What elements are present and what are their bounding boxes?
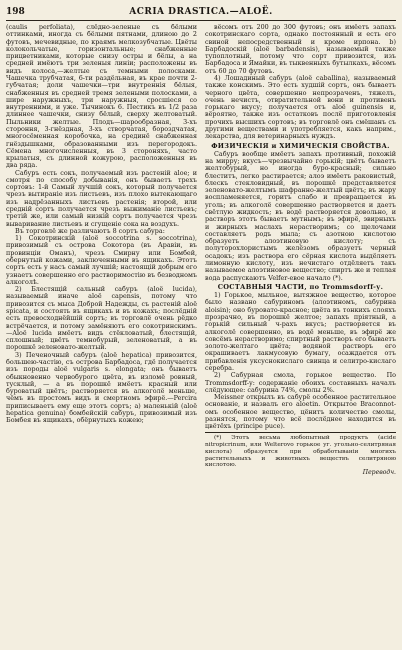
paragraph: 2) Сабурная смола, горькое вещество. По Trommsdorff-у: содержаніе обоихъ составныхъ началъ слёдующее: сабурина 74%, смолы 2%.	[205, 371, 396, 394]
paragraph: Сабуръ есть сокъ, получаемый изъ растеній aloe; и смотря по способу добыванія, онъ бываетъ трехъ сортовъ: 1-й Самый лучшій сокъ, который получается чрезъ вытираніе изъ листьевъ, изъ плохо вытекающаго изъ надрёзанныхъ листьевъ растенія; второй, или средній сортъ получается чрезъ выжиманіе листьевъ; третій же, или самый низкій сортъ получается чрезъ вываривание листьевъ и сгущеніе сока на воздухъ.	[6, 168, 197, 228]
page-number: 198	[6, 7, 25, 17]
paragraph: 1) Горькое, мыльное, вытяжное вещество, которое было названо сабуриномъ (алоэтиномъ, сабурина aloisin); оно буровато-красное; цвёта въ тонкихъ слояхъ прозрачно, въ порошкё желтое; запахъ пріятный, а горькій сильный ч-рахъ вкусъ; растворяется въ алкоголё совершенно, въ водё меньше, въ эфирё же совсёмъ нерастворимо; спиртный растворъ его бываетъ золото-желтаго цвёта; водяной растворъ его окрашиваетъ лакмусовую бумагу, осаждается отъ прибавленія уксуснокислаго свинца и селитро-кислаго серебра.	[205, 291, 396, 372]
paragraph: 4) Лошадиный сабуръ (aloë caballina), называемый также конскимъ. Это есть худшій сортъ, онъ бываетъ черного цвёта, совершенно непрозраченъ, тяжелъ, очень нечистъ, отвратительной вони и противенъ горькаго вкусу; получается отъ aloë guinensis и, вёроятно, также изъ остатковъ послё приготовленія прочихъ высшихъ сортовъ; въ торговлё онъ смёшанъ съ другими веществами и употребляется, какъ наприм., лекарства, для ветеринарныхъ нуждъ.	[205, 73, 396, 141]
running-title: ACRIA DRASTICA.—ALOË.	[129, 7, 273, 17]
paragraph: Въ торговлё же различаютъ 8 сортъ сабура:	[15, 226, 165, 235]
paragraph: вёсомъ отъ 200 до 300 футовъ; онъ имёетъ запахъ сокотринскаго сорта, однако постоянный и есть его свиной непосредственный и кроме ирпона. b) Барбадоскій (aloë barbadensis), называемый также тупоплотный, потому что сорт привозится, изъ Барбадоса и Ямайки, въ тыквенныхъ бутылкахъ, вёсомъ отъ 60 до 70 футовъ.	[205, 24, 396, 75]
section-heading: СОСТАВНЫЯ ЧАСТИ, по Trommsdorff-у.	[217, 282, 384, 291]
footnote-divider	[205, 432, 396, 433]
paragraph: 3) Печеночный сабуръ (aloë hepatica) привозится, большею-частію, съ острова Барбадоса, гдё получается изъ породы aloë vulgaris s. elongata; онъ бываетъ обыкновенно червобурого цвёта, въ изломё ровный, тусклый, — а въ порошкё имёетъ красный или буроватый цвётъ; растворяется въ алкоголё меньше, чёмъ въ простомъ видъ и смертномъ эфирё.—Percira приписываетъ ему еще этотъ сортъ; а) маленькій (aloë hepatica genuina) бомбейскій сабуръ, привозимый изъ Бомбея въ ящикахъ, обёрнутыхъ кожею;	[6, 350, 197, 425]
paragraph: Meissner открылъ въ сабурё особенное растительное основаніе, и назвалъ его aloetin. Открытое Braconnot-омъ особенное вещество, цёнитъ количество смолы, разнятся, потому что всё послёднее находится въ цвётёхъ (principe puce).	[205, 393, 396, 431]
paragraph: 2) Блестящій сальный сабуръ (aloë lucida), называемый иначе aloë capensis, потому что привозится съ мыса Доброй Надежды, съ растеній aloë spicata, и состоять въ ящикахъ и въ кожахъ; послёдній есть превосходнёйшій сортъ; въ торговлё очень рёдко встрёчается, и потому замёняютъ его сокотринскимъ.—Aloë lucida имёетъ видъ стёкловатый, блестящій, сплошный; цвётъ темнобурый, зеленоватый, а въ порошкё зеленовато-желтый.	[6, 285, 197, 352]
section-heading: ФИЗИЧЕСКІЯ и ХИМИЧЕСКІЯ СВОЙСТВА.	[211, 141, 390, 150]
footnote: (*) Этотъ весьма любопытный продуктъ (acide nitropicrinum, или Welterovo горькое уг. угольно-селитряная кислота) образуется при обработываніи многихъ растительныхъ и животныхъ веществъ селитряною кислотою.	[205, 435, 396, 469]
paragraph: (caulis perfoliata), слёдно-зеленые съ бёлыми оттинками, иногда съ бёлыми пятнами, длиною до 2 футовъ, мечевидные, по краямъ мелкозубчатые. Цвёты колокольчатые, горизонтальные; снабженные прицветниками, которые снизу остры и бёлы, а на средней имёютъ три зеленыя линіи; расположены въ видъ колоса,—желтые съ темными полосками. Чашечка трубчатая, 6-ти раздёльная, въ крае почти 2-губчатая; доли чашечки—три внутреннія бёлыя, снабженныя въ средней тремя зелеными полосками, а шире наружныхъ, три наружныя, сросшіеся со внутренними, и уже. Тычинокъ 6. Пестикъ въ 1/2 раза длиннее чашечки, снизу бёлый, сверху желтоватый. Пыльники желтые. Плодъ—шарообразная, 3-хъ стороння, 3-гнёздная, 3-хъ створчатая, бороздчатая, многосёменная коробочка, на срединё снабженная гнёздышками, образованными изъ перегородокъ. Сёмена многочисленныя, въ 3 стороняхъ, часто крылатыя, съ длинной кожурою, расположенныя въ два ряда.	[6, 24, 197, 170]
page-header	[6, 6, 396, 21]
paragraph: Сабуръ вообще имёетъ запахъ противный, похожій на мирру; вкусъ—чрезвычайно горькій; цвётъ бываетъ желтобурый, но иногда буро-красный; сильно блеститъ, легко растирается; алоэ имёетъ раковистый, блескъ стекловидный, въ порошкё представляется зеленовато-желтымъ шафранно-желтый цвётъ; въ жару воспламеняется, горитъ слабо и превращается въ уголь; въ алкоголё совершенно растворяется и даетъ свётлую жидкость; въ водё растворяется довольно, и растворъ этотъ бываетъ мутнымъ; въ эфирё, эвирныхъ и жирныхъ маслахъ нерастворимъ; со щелочами составляетъ родъ мыла; съ азотною кислотою образуетъ алоэтиновую кислоту; съ полуторохлористымъ желёзомъ образуетъ черный осадокъ; изъ раствора его сёрная кислота выдёляетъ лимонную кислоту, изъ нечистаго отдёляетъ такъ называемое алоэтиновое вещество; спиртъ же и теплая вода распускаютъ Velfer-евое начало (*).	[205, 149, 396, 282]
right-column	[205, 24, 396, 644]
translator-signature: Переводч.	[362, 468, 396, 476]
paragraph: 1) Сокотринскій (aloë soccotrina s. soccotrina), привозимый съ острова Сокотора (въ Аравіи, въ провинціи Оманъ), чрезъ Смирну или Бомбей, обернутый кожами, заключенными въ ящикахъ. Этотъ сортъ есть у насъ самый лучшій; настоящій добрым его узнаетъ совершенно его растворимостію въ безводномъ алкоголѣ.	[6, 234, 197, 286]
left-column	[6, 24, 197, 644]
